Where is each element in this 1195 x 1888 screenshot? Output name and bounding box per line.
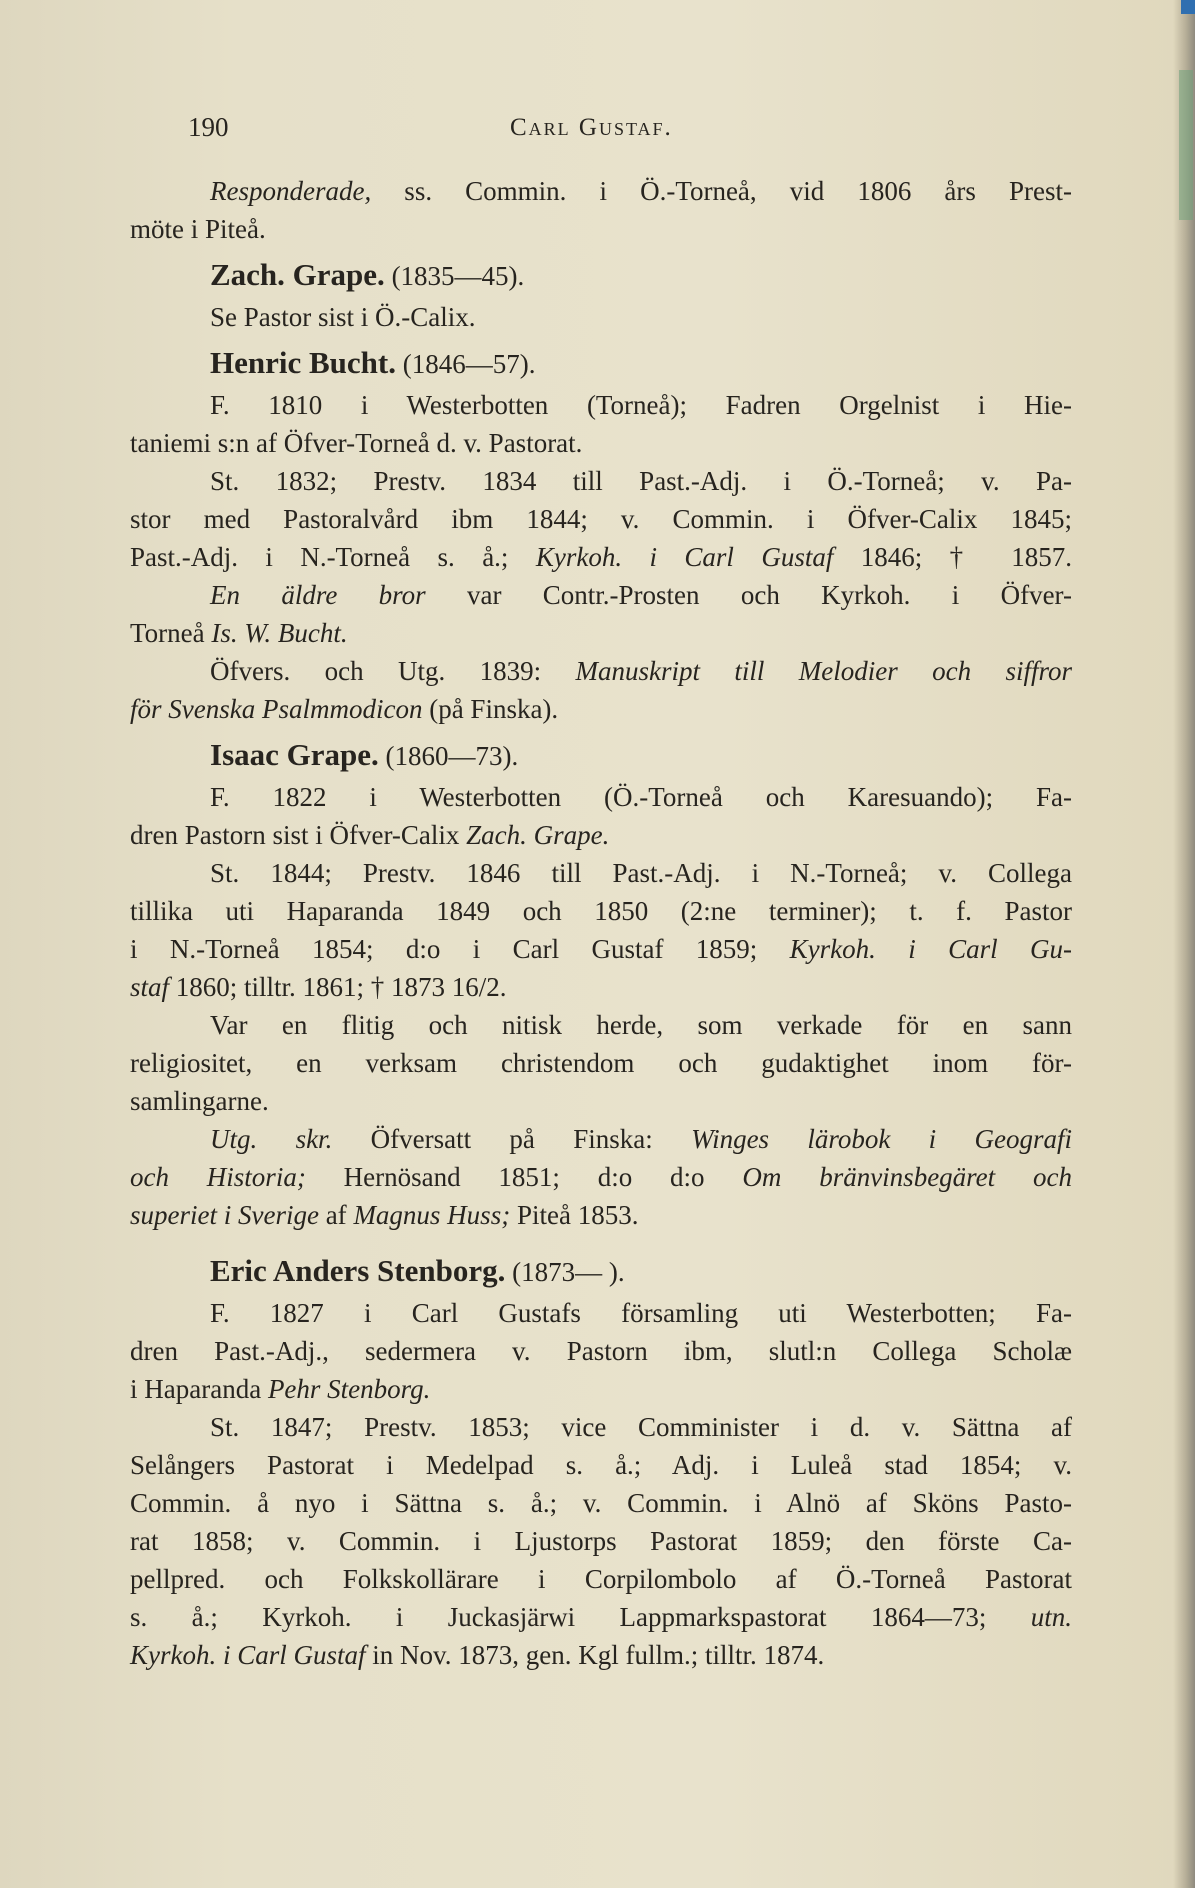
text-line: för Svenska Psalmmodicon (på Finska).	[130, 694, 559, 724]
text-line: En äldre bror var Contr.-Prosten och Kyrkoh. i Öfver-	[210, 580, 1072, 610]
text-line: Utg. skr. Öfversatt på Finska: Winges lärobok i Geografi	[210, 1124, 1072, 1154]
text-line: dren Past.-Adj., sedermera v. Pastorn ibm, slutl:n Collega Scholæ	[130, 1336, 1072, 1366]
main-text	[130, 172, 1072, 1674]
entry-name: Zach. Grape.	[210, 257, 385, 292]
text-line: möte i Piteå.	[130, 214, 266, 244]
text-line: taniemi s:n af Öfver-Torneå d. v. Pastorat.	[130, 428, 583, 458]
text-line: Öfvers. och Utg. 1839: Manuskript till Melodier och siffror	[210, 656, 1072, 686]
text-line: religiositet, en verksam christendom och gudaktighet inom för-	[130, 1048, 1072, 1078]
scan-corner-marker	[1181, 0, 1195, 14]
entry-name: Isaac Grape.	[210, 737, 379, 772]
text-line: tillika uti Haparanda 1849 och 1850 (2:ne terminer); t. f. Pastor	[130, 896, 1072, 926]
text-line: pellpred. och Folkskollärare i Corpilombolo af Ö.-Torneå Pastorat	[130, 1564, 1072, 1594]
text-line: i Haparanda Pehr Stenborg.	[130, 1374, 431, 1404]
text-line: staf 1860; tilltr. 1861; † 1873 16/2.	[130, 972, 507, 1002]
text-line: Torneå Is. W. Bucht.	[130, 618, 348, 648]
page-number: 190	[188, 112, 229, 142]
text-line: F. 1810 i Westerbotten (Torneå); Fadren Orgelnist i Hie-	[210, 390, 1072, 420]
running-head: Carl Gustaf.	[510, 114, 673, 141]
text-line: stor med Pastoralvård ibm 1844; v. Commin. i Öfver-Calix 1845;	[130, 504, 1072, 534]
text-line: Past.-Adj. i N.-Torneå s. å.; Kyrkoh. i Carl Gustaf 1846; † 1857.	[130, 542, 1072, 572]
entry-heading	[130, 252, 1072, 298]
text-line: St. 1832; Prestv. 1834 till Past.-Adj. i Ö.-Torneå; v. Pa-	[210, 466, 1072, 496]
entry-name: Henric Bucht.	[210, 345, 396, 380]
text-line: rat 1858; v. Commin. i Ljustorps Pastorat 1859; den förste Ca-	[130, 1526, 1072, 1556]
text-line: och Historia; Hernösand 1851; d:o d:o Om bränvinsbegäret och	[130, 1162, 1072, 1192]
text-line: Kyrkoh. i Carl Gustaf in Nov. 1873, gen. Kgl fullm.; tilltr. 1874.	[130, 1640, 825, 1670]
text-line: Commin. å nyo i Sättna s. å.; v. Commin. i Alnö af Sköns Pasto-	[130, 1488, 1072, 1518]
text-line: F. 1822 i Westerbotten (Ö.-Torneå och Karesuando); Fa-	[210, 782, 1072, 812]
text-line: Responderade, ss. Commin. i Ö.-Torneå, vid 1806 års Prest-	[210, 176, 1072, 206]
entry-dates: (1860—73).	[378, 741, 519, 771]
entry-name: Eric Anders Stenborg.	[210, 1253, 506, 1288]
text-line: superiet i Sverige af Magnus Huss; Piteå 1853.	[130, 1200, 639, 1230]
text-line: Selångers Pastorat i Medelpad s. å.; Adj. i Luleå stad 1854; v.	[130, 1450, 1072, 1480]
text-line: s. å.; Kyrkoh. i Juckasjärwi Lappmarkspastorat 1864—73; utn.	[130, 1602, 1072, 1632]
text-line: dren Pastorn sist i Öfver-Calix Zach. Grape.	[130, 820, 610, 850]
page-edge-shadow	[1173, 0, 1195, 1888]
text-line: i N.-Torneå 1854; d:o i Carl Gustaf 1859; Kyrkoh. i Carl Gu-	[130, 934, 1072, 964]
entry-dates: (1873— ).	[505, 1257, 625, 1287]
text-line: St. 1847; Prestv. 1853; vice Comminister i d. v. Sättna af	[210, 1412, 1072, 1442]
text-line: samlingarne.	[130, 1086, 269, 1116]
page-header	[188, 112, 1048, 152]
scan-color-tab	[1179, 70, 1193, 220]
entry-heading	[130, 732, 1072, 778]
text-line: F. 1827 i Carl Gustafs församling uti Westerbotten; Fa-	[210, 1298, 1072, 1328]
entry-dates: (1835—45).	[384, 261, 525, 291]
text-line: Se Pastor sist i Ö.-Calix.	[210, 302, 476, 332]
text-line: Var en flitig och nitisk herde, som verkade för en sann	[210, 1010, 1072, 1040]
entry-heading	[130, 1248, 1072, 1294]
text-line: St. 1844; Prestv. 1846 till Past.-Adj. i N.-Torneå; v. Collega	[210, 858, 1072, 888]
entry-dates: (1846—57).	[396, 349, 536, 379]
entry-heading	[130, 340, 1072, 386]
